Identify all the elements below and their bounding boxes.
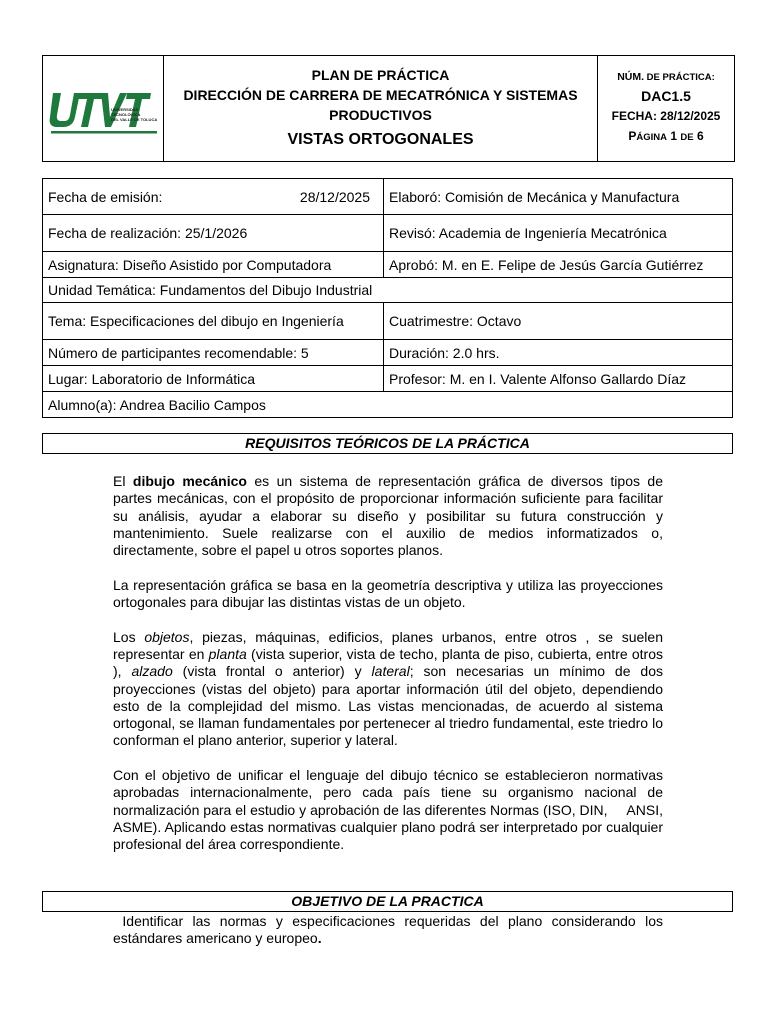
- objective-text: Identificar las normas y especificaciones requeridas del plano considerando los estándares americano y europeo.: [113, 913, 667, 947]
- practice-code: DAC1.5: [641, 88, 691, 104]
- requirements-paragraph-1: El dibujo mecánico es un sistema de representación gráfica de diversos tipos de partes mecánicas, con el propósito de proporcionar información suficiente para facilitar su análisis, ayudar a elaborar su diseño y posibilitar su futura construcción y mantenimiento. Suele realizarse con el auxilio de medios informatizados o, directamente, sobre el papel u otros soportes planos.: [113, 473, 663, 559]
- title-cell: [164, 56, 598, 162]
- emission-date-cell: [43, 179, 384, 215]
- subject-cell: Asignatura: Diseño Asistido por Computadora: [43, 252, 384, 278]
- elaboro-cell: Elaboró: Comisión de Mecánica y Manufactura: [384, 179, 733, 215]
- logo-caption: UNIVERSIDAD TECNOLÓGICA DEL VALLE DE TOLUCA: [111, 106, 158, 122]
- aprobo-cell: Aprobó: M. en E. Felipe de Jesús García Gutiérrez: [384, 252, 733, 278]
- emission-date-label: Fecha de emisión:: [48, 188, 163, 205]
- quarter-cell: Cuatrimestre: Octavo: [384, 303, 733, 340]
- document-header: [42, 55, 735, 162]
- practice-info-table: [42, 178, 733, 418]
- place-cell: Lugar: Laboratorio de Informática: [43, 366, 384, 392]
- requirements-heading: REQUISITOS TEÓRICOS DE LA PRÁCTICA: [42, 433, 733, 454]
- topic-cell: Tema: Especificaciones del dibujo en Ingeniería: [43, 303, 384, 340]
- mechanical-drawing-term: dibujo mecánico: [132, 473, 247, 489]
- reviso-cell: Revisó: Academia de Ingeniería Mecatrónica: [384, 215, 733, 252]
- practice-number-cell: [598, 56, 735, 162]
- logo-cell: [43, 56, 164, 162]
- page-indicator: PÁGINA 1 DE 6: [628, 129, 704, 143]
- participants-cell: Número de participantes recomendable: 5: [43, 340, 384, 366]
- thematic-unit-cell: Unidad Temática: Fundamentos del Dibujo Industrial: [43, 278, 733, 303]
- practice-number-label: NÚM. DE PRÁCTICA:: [617, 71, 715, 83]
- practice-title: VISTAS ORTOGONALES: [287, 130, 474, 148]
- duration-cell: Duración: 2.0 hrs.: [384, 340, 733, 366]
- direction-title: DIRECCIÓN DE CARRERA DE MECATRÓNICA Y SISTEMAS: [183, 86, 578, 103]
- realization-date-cell: Fecha de realización: 25/1/2026: [43, 215, 384, 252]
- requirements-body: [113, 473, 667, 871]
- practice-date: FECHA: 28/12/2025: [611, 109, 721, 123]
- plan-title: PLAN DE PRÁCTICA: [311, 66, 450, 83]
- requirements-paragraph-4: Con el objetivo de unificar el lenguaje del dibujo técnico se establecieron normativas aprobadas internacionalmente, pero cada país tiene su organismo nacional de normalización para el estudio y aprobación de las diferentes Normas (ISO, DIN, ANSI, ASME). Aplicando estas normativas cualquier plano podrá ser interpretado por cualquier profesional del área correspondiente.: [113, 767, 667, 853]
- requirements-paragraph-2: La representación gráfica se basa en la geometría descriptiva y utiliza las proyecciones ortogonales para dibujar las distintas vistas de un objeto.: [113, 576, 663, 611]
- requirements-paragraph-3: Los objetos, piezas, máquinas, edificios, planes urbanos, entre otros , se suelen representar en planta (vista superior, vista de techo, planta de piso, cubierta, entre otros ), alzado (vista frontal o anterior) y lateral; son necesarias un mínimo de dos proyecciones (vistas del objeto) para aportar información útil del objeto, dependiendo esto de la complejidad del mismo. Las vistas mencionadas, de acuerdo al sistema ortogonal, se llaman fundamentales por pertenecer al triedro fundamental, este triedro lo conforman el plano anterior, superior y lateral.: [113, 628, 663, 749]
- direction-title-cont: PRODUCTIVOS: [329, 106, 432, 123]
- emission-date-value: 28/12/2025: [299, 188, 370, 205]
- university-logo: [47, 79, 159, 139]
- objective-heading: OBJETIVO DE LA PRACTICA: [42, 891, 733, 912]
- objective-body: [113, 913, 667, 965]
- student-cell: Alumno(a): Andrea Bacilio Campos: [43, 392, 733, 418]
- professor-cell: Profesor: M. en I. Valente Alfonso Gallardo Díaz: [384, 366, 733, 392]
